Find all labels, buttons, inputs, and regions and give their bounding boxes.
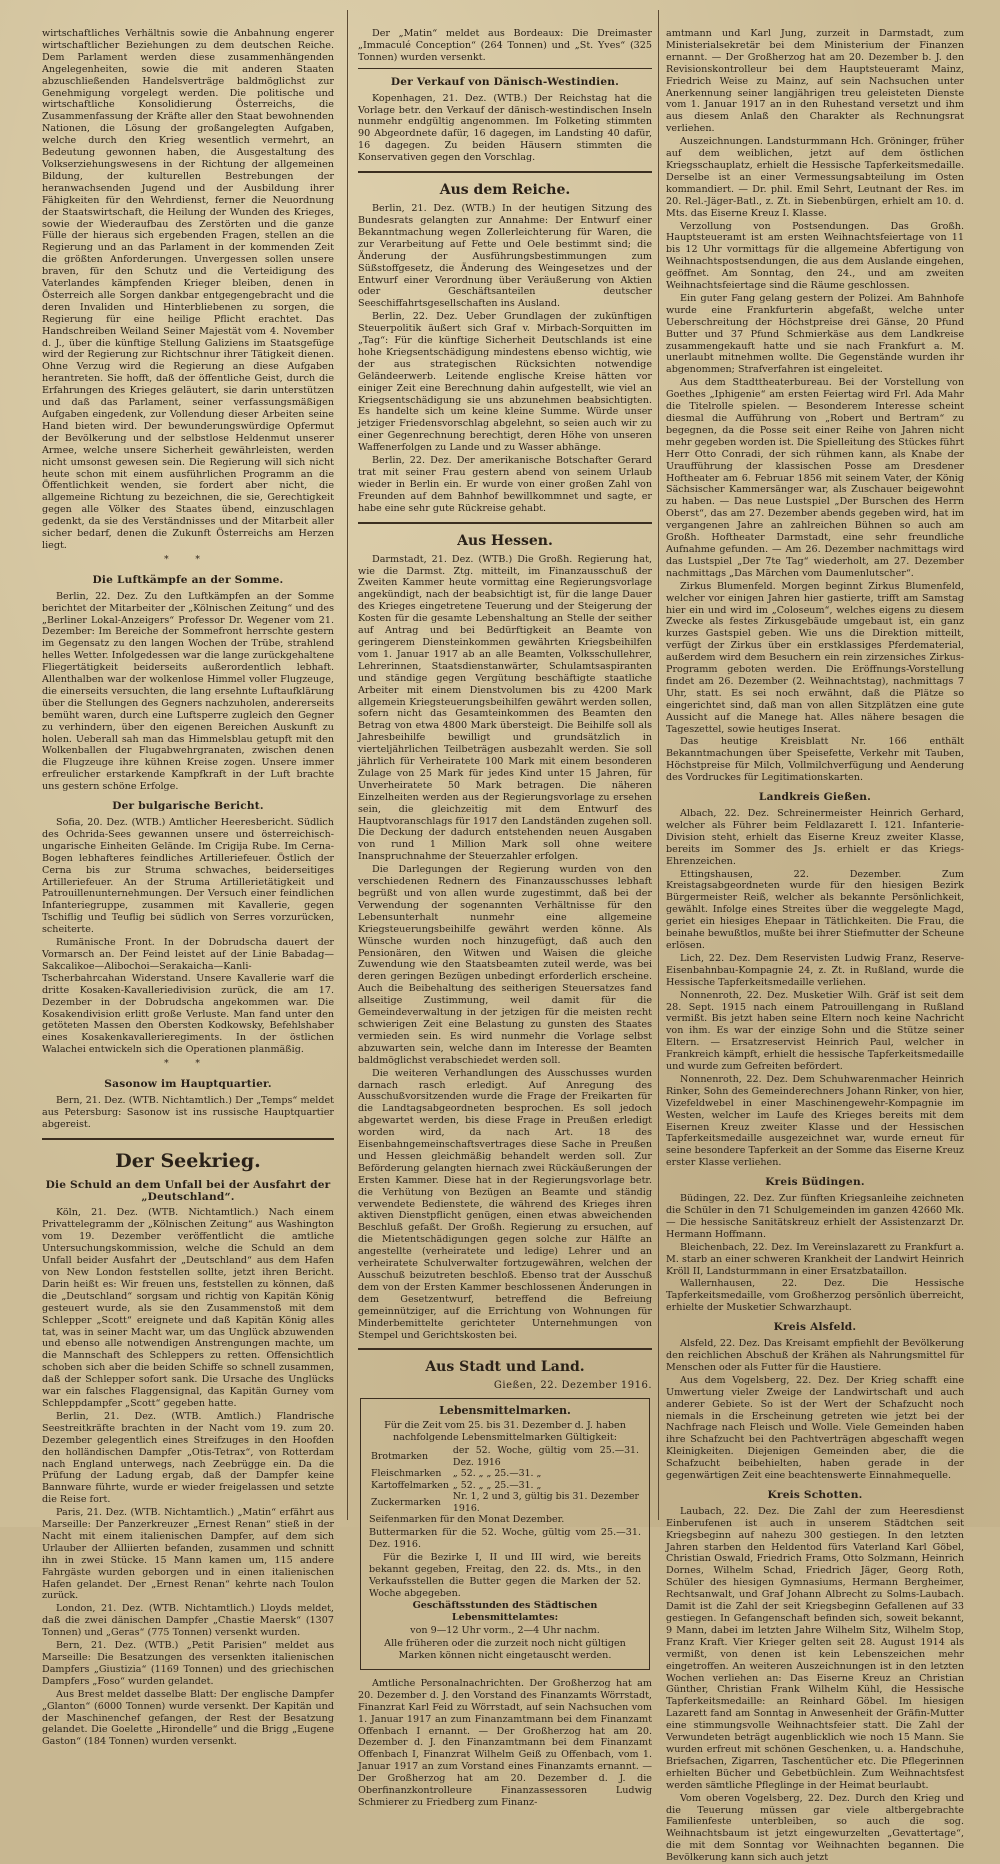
article-paragraph: Aus dem Vogelsberg, 22. Dez. Der Krieg schafft eine Umwertung vieler Zweige der Landwirtschaft und auch anderer Gebiete. So ist der Wert der Schafzucht noch niemals in die Erscheinung getreten wie jetzt bei der Nachfrage nach Fleisch und Wolle. Viele Gemeinden haben ihre Schafzucht bei den Pachtverträgen abgeschafft wegen Kleinigkeiten. Diejenigen Gemeinden aber, die die Schafzucht beibehielten, haben gerade in der gegenwärtigen Zeit eine beachtenswerte Einnahmequelle. [666, 1374, 964, 1482]
article-paragraph: London, 21. Dez. (WTB. Nichtamtlich.) Lloyds meldet, daß die zwei dänischen Dampfer „Chastie Maersk“ (1307 Tonnen) und „Geras“ (775 Tonnen) versenkt wurden. [42, 1603, 334, 1639]
article-paragraph: Bern, 21. Dez. (WTB.) „Petit Parisien“ meldet aus Marseille: Die Besatzungen des versenkten italienischen Dampfers „Giustizia“ (1169 Tonnen) und des griechischen Dampfers „Foso“ wurden gelandet. [42, 1640, 334, 1687]
article-paragraph: Berlin, 21. Dez. (WTB.) In der heutigen Sitzung des Bundesrats gelangten zur Annahme: Der Entwurf einer Bekanntmachung wegen Zollerleichterung für Waren, die zur Verarbeitung auf Fette und Oele bestimmt sind; die Änderung der Ausführungsbestimmungen zum Süßstoffgesetz, die Änderung des Weingesetzes und der Entwurf einer Verordnung über Veräußerung von Aktien oder Geschäftsanteilen deutscher Seeschiffahrtsgesellschaften ins Ausland. [358, 203, 652, 310]
section-rule [358, 1348, 652, 1350]
article-paragraph: Alsfeld, 22. Dez. Das Kreisamt empfiehlt der Bevölkerung den reichlichen Abschuß der Krähen als Nahrungsmittel für Menschen oder als Futter für die Haustiere. [666, 1338, 964, 1373]
headline-kreis-schotten: Kreis Schotten. [767, 1488, 863, 1501]
table-cell: der 52. Woche, gültig vom 25.—31. Dez. 1916 [452, 1445, 639, 1468]
article-paragraph: Lich, 22. Dez. Dem Reservisten Ludwig Franz, Reserve-Eisenbahnbau-Kompagnie 24, z. Zt. in Rußland, wurde die Hessische Tapferkeitsmedaille verliehen. [666, 952, 964, 988]
notice-note: Alle früheren oder die zurzeit noch nicht gültigen Marken können nicht eingetauscht werden. [384, 1638, 626, 1662]
section-title-stadt-land: Aus Stadt und Land. [425, 1359, 585, 1376]
article-paragraph: amtmann und Karl Jung, zurzeit in Darmstadt, zum Ministerialsekretär bei dem Ministerium der Finanzen ernannt. — Der Großherzog hat am 20. Dezember b. J. den Revisionskontrolleur bei dem Hauptsteueramt Mainz, Friedrich Weise zu Mainz, auf sein Nachsuchen unter Anerkennung seiner langjährigen treu geleisteten Dienste vom 1. Januar 1917 an in den Ruhestand versetzt und ihm aus diesem Anlaß den Charakter als Rechnungsrat verliehen. [666, 28, 964, 135]
article-paragraph: Kopenhagen, 21. Dez. (WTB.) Der Reichstag hat die Vorlage betr. den Verkauf der dänisch-westindischen Inseln nunmehr endgültig angenommen. Im Folketing stimmten 90 Abgeordnete dafür, 16 dagegen, im Landsting 40 dafür, 16 dagegen. Zu beiden Häusern stimmten die Konservativen gegen den Vorschlag. [358, 92, 652, 164]
notice-line: Buttermarken für die 52. Woche, gültig vom 25.—31. Dez. 1916. [369, 1526, 641, 1550]
article-paragraph: Ein guter Fang gelang gestern der Polizei. Am Bahnhofe wurde eine Frankfurterin abgefaßt, welche unter Ueberschreitung der Höchstpreise drei Gänse, 20 Pfund Butter und 37 Pfund Schmierkäse aus dem Landkreise zusammengekauft hatte und sie nach Frankfurt a. M. unerlaubt mitnehmen wollte. Die Gegenstände wurden ihr abgenommen; Strafverfahren ist eingeleitet. [666, 292, 964, 376]
article-paragraph: Ettingshausen, 22. Dezember. Zum Kreistagsabgeordneten wurde für den hiesigen Bezirk Bürgermeister Reiß, welcher als bekannte Persönlichkeit, gewählt. Infolge eines Streites über die weggelegte Magd, geriet ein hiesiges Ehepaar in Tätlichkeiten. Die Frau, die beinahe bewußtlos, mußte bei ihrer Stiefmutter der Scheune erlösen. [666, 868, 964, 951]
article-paragraph: Das heutige Kreisblatt Nr. 166 enthält Bekanntmachungen über Speisefette, Verkehr mit Tauben, Höchstpreise für Milch, Vollmilchverfügung und Aenderung des Vordruckes für Legitimationskarten. [666, 736, 964, 784]
section-rule [358, 522, 652, 524]
section-title-hessen: Aus Hessen. [457, 532, 553, 549]
section-rule [358, 68, 652, 69]
headline-luftkaempfe: Die Luftkämpfe an der Somme. [92, 573, 284, 586]
marken-table [369, 1445, 641, 1514]
article-paragraph: wirtschaftliches Verhältnis sowie die Anbahnung engerer wirtschaftlicher Beziehungen zu dem deutschen Reiche. Dem Parlament werden diese zusammenhängenden Angelegenheiten, sowie die mit anderen Staaten abzuschließenden Handelsverträge baldmöglichst zur Genehmigung vorgelegt werden. Die politische und wirtschaftliche Konsolidierung Österreichs, die Zusammenfassung der Kräfte aller den Staat bewohnenden Nationen, die Lösung der großangelegten Aufgaben, welche durch den Krieg wesentlich vermehrt, an Bedeutung gewonnen haben, die Ausgestaltung des Volkserziehungswesens in der Richtung der allgemeinen Bildung, der kulturellen Bestrebungen der heranwachsenden Jugend und der Ausbildung ihrer Fähigkeiten für den Wehrdienst, ferner die Neuordnung der Staatswirtschaft, die Heilung der Wunden des Krieges, sowie der Wiederaufbau des Zerstörten und die ganze Fülle der hieraus sich ergebenden Fragen, stellen an die Regierung und an das Parlament in der kommenden Zeit die größten Anforderungen. Unvergessen sollen unsere braven, für den Schutz und die Verteidigung des Vaterlandes kämpfenden Krieger bleiben, denen in Österreich alle Sorgen dankbar entgegengebracht und die deren Invaliden und Hinterbliebenen zu sorgen, die Regierung für eine heilige Pflicht erachtet. Das Handschreiben Weiland Seiner Majestät vom 4. November d. J., über die künftige Stellung Galiziens im Staatsgefüge wird der Regierung zur Richtschnur ihrer Tätigkeit dienen. Ohne Verzug wird die Regierung an diese Aufgaben herantreten. Sie hofft, daß der öffentliche Geist, durch die Erfahrungen des Krieges geläutert, sie darin unterstützen und daß das Parlament, seiner verfassungsmäßigen Aufgaben eingedenk, zur Vollendung dieser Arbeiten seine Hand bieten wird. Der bewunderungswürdige Opfermut der Bevölkerung und der selbstlose Heldenmut unserer Armee, welche unsere Sicherheit gewährleisten, werden nicht umsonst gewesen sein. Die Regierung will sich nicht heute schon mit einem ausführlichen Programm an die Öffentlichkeit wenden, sie fordert aber nicht, die allgemeine Richtung zu bezeichnen, die sie, Gerechtigkeit gegen alle Völker des Staates übend, einzuschlagen gedenkt, da sie des Verständnisses und der Mitarbeit aller sicher bedarf, denen die Zukunft Österreichs am Herzen liegt. [42, 28, 334, 551]
table-cell: Brotmarken [371, 1450, 429, 1462]
table-row [369, 1445, 641, 1468]
headline-schuld-deutschland: Die Schuld an dem Unfall bei der Ausfahrt der „Deutschland“. [45, 1178, 331, 1203]
notice-box-lebensmittelmarken [360, 1398, 650, 1670]
section-title-reich: Aus dem Reiche. [439, 182, 571, 199]
article-paragraph: Zirkus Blumenfeld. Morgen beginnt Zirkus Blumenfeld, welcher vor einigen Jahren hier gastierte, trifft am Samstag hier ein und wird im „Coloseum“, welches eigens zu diesem Zwecke als festes Zirkusgebäude umgebaut ist, ein ganz kurzes Gastspiel geben. Wie uns die Direktion mitteilt, verfügt der Zirkus über ein erstklassiges Pferdematerial, außerdem wird dem Besuchern ein rein zirzensiches Zirkus-Programm geboten werden. Die Eröffnungs-Vorstellung findet am 26. Dezember (2. Weihnachtstag), nachmittags 7 Uhr, statt. Es sei noch erwähnt, daß die Plätze so eingerichtet sind, daß man von allen Sitzplätzen eine gute Aussicht auf die Manege hat. Alles nähere besagen die Tageszettel, sowie heutiges Inserat. [666, 580, 964, 735]
article-paragraph: Aus dem Stadttheaterbureau. Bei der Vorstellung von Goethes „Iphigenie“ am ersten Feiertag wird Frl. Ada Mahr die Titelrolle spielen. — Besonderem Interesse scheint diesmal die Aufführung von „Robert und Bertram“ zu begegnen, da die Posse seit einer Reihe von Jahren nicht mehr gegeben worden ist. Die Spielleitung des Stückes führt Herr Otto Conradi, der sich rühmen kann, als Knabe der Uraufführung der klassischen Posse am Dresdener Hoftheater am 6. Februar 1856 mit seinem Vater, der König Sächsischer Kammersänger war, als Zuschauer beigewohnt zu haben. — Das neue Lustspiel „Der Burschen des Herrn Oberst“, das am 27. Dezember abends gegeben wird, hat im vergangenen Jahre an zahlreichen Bühnen so auch am Großh. Hoftheater Darmstadt, eine sehr freundliche Aufnahme gefunden. — Am 26. Dezember nachmittags wird das Lustspiel „Der 7te Tag“ wiederholt, am 27. Dezember nachmittags „Das Märchen vom Daumenlutscher“. [666, 377, 964, 579]
article-paragraph: Die weiteren Verhandlungen des Ausschusses wurden darnach rasch erledigt. Auf Anregung des Ausschußvorsitzenden wurde die Frage der Freikarten für die Landtagsabgeordneten besprochen. Es soll jedoch abgewartet werden, bis diese Frage in Preußen erledigt worden wird, da nach Art. 18 des Eisenbahngemeinschaftsvertrages diese Sache in Preußen und Hessen gleichmäßig behandelt werden soll. Zur Beförderung gelangten hiernach zwei Rückäußerungen der Ersten Kammer. Diese hat in der Regierungsvorlage betr. die Verhütung von Bezügen an Beamte und ständig verwendete Bedienstete, die während des Krieges ihren aktiven Dienstpflicht genügen, einen etwas abweichenden Beschluß gefaßt. Der Großh. Regierung zu ersuchen, auf die Mietentschädigungen gegen solche zur Hälfte an angestellte (verheiratete und ledige) Lehrer und an verheiratete Schulverwalter fortzugewähren, welchen der Ausschuß beizutreten beschloß. Ebenso trat der Ausschuß dem von der Ersten Kammer beschlossenen Änderungen in dem Gesetzentwurf, betreffend die Befreiung gemeinnütziger, auf die Errichtung von Wohnungen für Minderbemittelte gerichteter Unternehmungen von Stempel und Gerichtskosten bei. [358, 1067, 652, 1341]
article-paragraph: Sofia, 20. Dez. (WTB.) Amtlicher Heeresbericht. Südlich des Ochrida-Sees gewannen unsere und österreichisch-ungarische Einheiten Gelände. Im Crigija Rube. Im Cerna-Bogen lebhafteres feindliches Artilleriefeuer. Östlich der Cerna bis zur Struma schwaches, beiderseitiges Artilleriefeuer. An der Struma Artillerietätigkeit und Patrouillenunternehmungen. Der Versuch einer feindlichen Infanteriegruppe, zusammen mit Kavallerie, gegen Tschiflig und Teuflig bei südlich von Serres vorzurücken, scheiterte. [42, 817, 334, 936]
headline-kreis-buedingen: Kreis Büdingen. [765, 1176, 865, 1189]
article-paragraph: Berlin, 22. Dez. Ueber Grundlagen der zukünftigen Steuerpolitik äußert sich Graf v. Mirbach-Sorquitten im „Tag“: Für die künftige Sicherheit Deutschlands ist eine hohe Kriegsentschädigung mindestens ebenso wichtig, wie der aus strategischen Rücksichten notwendige Geländeerwerb. Leitende englische Kreise hätten vor einiger Zeit eine Berechnung dahin aufgestellt, wie viel an Kriegsentschädigung sie uns abzunehmen beabsichtigten. Es handelte sich um keine kleine Summe. Würde unser jetziger Friedensvorschlag abgelehnt, so seien auch wir zu einer Gegenrechnung berechtigt, deren Höhe von unseren Waffenerfolgen zu Lande und zu Wasser abhänge. [358, 311, 652, 454]
section-divider: * * [164, 554, 212, 565]
article-paragraph: Amtliche Personalnachrichten. Der Großherzog hat am 20. Dezember d. J. den Vorstand des Finanzamts Wörrstadt, Finanzrat Karl Feid zu Wörrstadt, auf sein Nachsuchen vom 1. Januar 1917 an zum Finanzamtmann bei dem Finanzamt Offenbach I ernannt. — Der Großherzog hat am 20. Dezember d. J. den Finanzamtmann bei dem Finanzamt Offenbach I, Finanzrat Wilhelm Geiß zu Offenbach, vom 1. Januar 1917 an zum Vorstand eines Finanzamts ernannt. — Der Großherzog hat am 20. Dezember d. J. die Oberfinanzkontrolleure Finanzassessoren Ludwig Schmierer zu Friedberg zum Finanz- [358, 1677, 652, 1808]
table-cell: Kartoffelmarken [371, 1479, 449, 1491]
article-paragraph: Paris, 21. Dez. (WTB. Nichtamtlich.) „Matin“ erfährt aus Marseille: Der Panzerkreuzer „Ernest Renan“ stieß in der Nacht mit einem italienischen Dampfer, auf dem sich Urlauber der Alliierten befanden, zusammen und schnitt ihn in zwei Stücke. 15 Mann kamen um, 115 andere Fahrgäste wurden geborgen und in einen italienischen Hafen gelandet. Der „Ernest Renan“ kehrte nach Toulon zurück. [42, 1507, 334, 1602]
column-rule [658, 10, 659, 1520]
notice-hours: von 9—12 Uhr vorm., 2—4 Uhr nachm. [410, 1625, 600, 1637]
article-paragraph: Berlin, 22. Dez. Der amerikanische Botschafter Gerard trat mit seiner Frau gestern abend von seinem Urlaub wieder in Berlin ein. Er wurde von einer großen Zahl von Freunden auf dem Bahnhof bewillkommnet und sagte, er habe eine sehr gute Rückreise gehabt. [358, 455, 652, 514]
table-row [369, 1491, 641, 1514]
dateline: Gießen, 22. Dezember 1916. [493, 1380, 652, 1392]
column-middle [358, 28, 652, 1808]
column-left [42, 28, 334, 1748]
table-cell: „ 52. „ „ 25.—31. „ [452, 1468, 542, 1480]
column-rule [347, 10, 348, 1520]
table-row [369, 1468, 641, 1480]
article-paragraph: Verzollung von Postsendungen. Das Großh. Hauptsteueramt ist am ersten Weihnachtsfeiertage von 11 bis 12 Uhr vormittags für die allgemeine Abfertigung von Weihnachtspostsendungen, die aus dem Auslande eingehen, geöffnet. Am Sonntag, den 24., und am zweiten Weihnachtsfeiertage sind die Räume geschlossen. [666, 220, 964, 292]
headline-kreis-alsfeld: Kreis Alsfeld. [773, 1321, 857, 1334]
section-title-seekrieg: Der Seekrieg. [115, 1149, 261, 1172]
column-right [666, 28, 964, 1864]
table-cell: Zuckermarken [371, 1496, 441, 1508]
article-paragraph: Wallernhausen, 22. Dez. Die Hessische Tapferkeitsmedaille, vom Großherzog persönlich überreicht, erhielte der Musketier Schwarzhaupt. [666, 1278, 964, 1314]
article-paragraph: Berlin, 22. Dez. Zu den Luftkämpfen an der Somme berichtet der Mitarbeiter der „Kölnischen Zeitung“ und des „Berliner Lokal-Anzeigers“ Professor Dr. Wegener vom 21. Dezember: Im Bereiche der Sommefront herrschte gestern im Gegensatz zu den langen Wochen der Trübe, strahlend helles Wetter. Infolgedessen war die lange zurückgehaltene Fliegertätigkeit beiderseits außerordentlich lebhaft. Allenthalben war der wolkenlose Himmel voller Flugzeuge, die einerseits versuchten, die lang ersehnte Luftaufklärung über die Stellungen des Gegners nachzuholen, andererseits bemüht waren, durch eine Luftsperre zugleich den Gegner zu verhindern, über den eigenen Bereichen Auskunft zu holen. Ueberall sah man das Himmelsblau getupft mit den Wolkenballen der Flugabwehrgranaten, zwischen denen die Flugzeuge ihre kühnen Kreise zogen. Unsere immer erfreulicher erstarkende Kampfkraft in der Luft brachte uns gestern schöne Erfolge. [42, 590, 334, 793]
headline-landkreis-giessen: Landkreis Gießen. [758, 791, 872, 804]
notice-line: Seifenmarken für den Monat Dezember. [369, 1514, 565, 1526]
table-cell: „ 52. „ „ 25.—31. „ [452, 1479, 542, 1491]
headline-sasonow: Sasonow im Hauptquartier. [104, 1078, 272, 1091]
article-paragraph: Nonnenroth, 22. Dez. Musketier Wilh. Gräf ist seit dem 28. Sept. 1915 nach einem Patrouillengang in Rußland vermißt. Bis jetzt haben seine Eltern noch keine Nachricht von ihm. Es war der einzige Sohn und die Stütze seiner Eltern. — Ersatzreservist Heinrich Paul, welcher in Frankreich kämpft, erhielt die hessische Tapferkeitsmedaille und wurde zum Gefreiten befördert. [666, 989, 964, 1073]
article-paragraph: Albach, 22. Dez. Schreinermeister Heinrich Gerhard, welcher als Führer beim Feldlazarett I. 121. Infanterie-Division steht, erhielt das Eiserne Kreuz zweiter Klasse, bereits im Sommer des Js. erhielt er das Kriegs-Ehrenzeichen. [666, 808, 964, 867]
section-rule [358, 171, 652, 173]
article-paragraph: Aus Brest meldet dasselbe Blatt: Der englische Dampfer „Glanton“ (6000 Tonnen) wurde versenkt. Der Kapitän und der Maschinenchef gefangen, der Rest der Besatzung gelandet. Die Goelette „Hirondelle“ und die Brigg „Eugene Gaston“ (184 Tonnen) wurden versenkt. [42, 1688, 334, 1748]
article-paragraph: Berlin, 21. Dez. (WTB. Amtlich.) Flandrische Seestreitkräfte brachten in der Nacht vom 19. zum 20. Dezember gelegentlich eines Streifzuges in den Hoofden den holländischen Dampfer „Otis-Tetrax“, von Rotterdam nach England unterwegs, nach Zeebrügge ein. Da die Prüfung der Ladung ergab, daß der Dampfer keine Bannware führte, wurde er wieder freigelassen und setzte die Reise fort. [42, 1410, 334, 1506]
article-paragraph: Rumänische Front. In der Dobrudscha dauert der Vormarsch an. Der Feind leistet auf der Linie Babadag—Sakcalikoe—Alibochoi—Serakaicha—Kanli-Tscherbahrcahan Widerstand. Unsere Kavallerie warf die dritte Kosaken-Kavalleriedivision zurück, die am 17. Dezember in der Dobrudscha angekommen war. Die Kosakendivision erlitt große Verluste. Man fand unter den getöteten Massen den Obersten Kodkowsky, Befehlshaber eines Kosakenkavallerieregiments. In der östlichen Walachei entwickeln sich die Operationen planmäßig. [42, 937, 334, 1056]
section-divider: * * [164, 1059, 212, 1070]
table-row [369, 1480, 641, 1492]
notice-intro: Für die Zeit vom 25. bis 31. Dezember d. J. haben nachfolgende Lebensmittelmarken Gültigkeit: [384, 1420, 626, 1444]
article-paragraph: Auszeichnungen. Landsturmmann Hch. Gröninger, früher auf dem weiblichen, jetzt auf dem östlichen Kriegsschauplatz, erhielt die Hessische Tapferkeitsmedaille. Derselbe ist an einer Vermessungsabteilung im Osten kommandiert. — Dr. phil. Emil Sehrt, Leutnant der Res. im 20. Rel.-Jäger-Batl., z. Zt. in Siebenbürgen, erhielt am 10. d. Mts. das Eiserne Kreuz I. Klasse. [666, 136, 964, 219]
notice-hours-title: Geschäftsstunden des Städtischen Lebensmittelamtes: [412, 1600, 598, 1624]
article-paragraph: Die Darlegungen der Regierung wurden von den verschiedenen Rednern des Finanzausschusses lebhaft begrüßt und von allen wurde zugestimmt, daß bei der Verwendung der sogenannten Verhältnisse für den Lebensunterhalt nunmehr eine allgemeine Kriegsteuerungsbeihilfe gewährt werden könne. Als Wünsche wurden noch hinzugefügt, daß auch den Pensionären, den Witwen und Waisen die gleiche Zuwendung wie den Staatsbeamten zuteil werde, was bei deren geringen Bezügen unbedingt erforderlich erscheine. Auch die Beibehaltung des seitherigen Steuersatzes fand allseitige Zustimmung, weil damit für die Gemeindeverwaltung in der jetzigen für die meisten recht schwierigen Zeit eine Belastung zu gunsten des Staates vermieden sein. Es wird nunmehr die Vorlage selbst abzuwarten sein, welche dann im Interesse der Beamten baldmöglichst verabschiedet werden soll. [358, 864, 652, 1066]
notice-title: Lebensmittelmarken. [439, 1404, 571, 1418]
article-paragraph: Darmstadt, 21. Dez. (WTB.) Die Großh. Regierung hat, wie die Darmst. Ztg. mitteilt, im Finanzausschuß der Zweiten Kammer heute vormittag eine Regierungsvorlage angekündigt, nach der beabsichtigt ist, für die lange Dauer des Krieges eingetretene Teuerung und der Steigerung der Kosten für die gesamte Lebenshaltung an Stelle der seither auf Antrag und bei Bedürftigkeit an Beamte von geringerem Diensteinkommen gewährten Kriegsbeihilfen vom 1. Januar 1917 ab an alle Beamten, Volksschullehrer, Lehrerinnen, Staatsdienstanwärter, Schulamtsaspiranten und ständige gegen Vergütung beschäftigte staatliche Arbeiter mit einem Dienstvolumen bis zu 4200 Mark allgemein Kriegsteuerungsbeihilfen gewährt werden sollen, sofern nicht das Gesamteinkommen des Beamten den Betrag von etwa 4800 Mark übersteigt. Die Beihilfe soll als Jahresbeihilfe bewilligt und grundsätzlich in vierteljährlichen Teilbeträgen ausbezahlt werden. Sie soll jährlich für Verheiratete 100 Mark mit einem besonderen Zulage von 25 Mark für jedes Kind unter 15 Jahren, für Unverheiratete 50 Mark betragen. Die näheren Einzelheiten werden aus der Regierungsvorlage zu ersehen sein, die gleichzeitig mit dem Entwurf des Hauptvoranschlags für 1917 den Landständen zugehen soll. Die Deckung der dadurch entstehenden neuen Ausgaben von rund 1 Million Mark soll ohne weitere Inanspruchnahme der Steuerzahler erfolgen. [358, 553, 652, 863]
table-cell: Nr. 1, 2 und 3, gültig bis 31. Dezember 1916. [452, 1491, 639, 1514]
article-paragraph: Köln, 21. Dez. (WTB. Nichtamtlich.) Nach einem Privattelegramm der „Kölnischen Zeitung“ aus Washington vom 19. Dezember veröffentlicht die amtliche Untersuchungskommission, welche die Schuld an dem Unfall beider Ausfahrt der „Deutschland“ aus dem Hafen von New London feststellen sollte, jetzt ihren Bericht. Darin heißt es: Wir freuen uns, feststellen zu können, daß die „Deutschland“ sorgsam und richtig von Kapitän König gesteuert wurde, als sie den Zusammenstoß mit dem Schlepper „Scott“ ereignete und daß Kapitän König alles tat, was in seiner Macht war, um das Unglück abzuwenden und ebenso alle notwendigen Anstrengungen machte, um die Mannschaft des Schleppers zu retten. Offensichtlich schoben sich aber die beiden Schiffe so schnell zusammen, daß der Schlepper sofort sank. Die Ursache des Unglücks war ein falsches Flaggensignal, das Kapitän Gurney vom Schleppdampfer „Scott“ gegeben hatte. [42, 1207, 334, 1409]
headline-bulgarischer-bericht: Der bulgarische Bericht. [112, 800, 264, 813]
article-paragraph: Büdingen, 22. Dez. Zur fünften Kriegsanleihe zeichneten die Schüler in den 71 Schulgemeinden im ganzen 42660 Mk. — Die hessische Sanitätskreuz erhielt der Assistenzarzt Dr. Hermann Hoffmann. [666, 1193, 964, 1240]
article-paragraph: Der „Matin“ meldet aus Bordeaux: Die Dreimaster „Immaculé Conception“ (264 Tonnen) und „St. Yves“ (325 Tonnen) wurden versenkt. [358, 28, 652, 63]
notice-line: Für die Bezirke I, II und III wird, wie bereits bekannt gegeben, Freitag, den 22. ds. Mts., in den Verkaufsstellen die Butter gegen die Marken der 52. Woche abgegeben. [369, 1551, 641, 1599]
headline-verkauf-westindien: Der Verkauf von Dänisch-Westindien. [390, 75, 620, 88]
article-paragraph: Bleichenbach, 22. Dez. Im Vereinslazarett zu Frankfurt a. M. starb an einer schweren Krankheit der Landwirt Heinrich Kröll II, Landsturmmann in einer Ersatzbataillon. [666, 1241, 964, 1277]
article-paragraph: Bern, 21. Dez. (WTB. Nichtamtlich.) Der „Temps“ meldet aus Petersburg: Sasonow ist ins russische Hauptquartier abgereist. [42, 1094, 334, 1130]
section-rule [42, 1138, 334, 1140]
article-paragraph: Nonnenroth, 22. Dez. Dem Schuhwarenmacher Heinrich Rinker, Sohn des Gemeinderechners Johann Rinker, von hier, Vizefeldwebel in einer Maschinengewehr-Kompagnie im Westen, welcher im Laufe des Krieges bereits mit dem Eisernen Kreuz zweiter Klasse und der Hessischen Tapferkeitsmedaille ausgezeichnet war, wurde erneut für seine besondere Tapferkeit an der Somme das Eiserne Kreuz erster Klasse verliehen. [666, 1073, 964, 1169]
article-paragraph: Vom oberen Vogelsberg, 22. Dez. Durch den Krieg und die Teuerung müssen gar viele altbergebrachte Familienfeste unterbleiben, so auch die sog. Weihnachtsbaum ist jetzt eingewurzelten „Gevattertage“, die mit dem Sonntag vor Weihnachten begannen. Die Bevölkerung kann sich auch jetzt [666, 1792, 964, 1864]
table-cell: Fleischmarken [371, 1468, 442, 1480]
article-paragraph: Laubach, 22. Dez. Die Zahl der zum Heeresdienst Einberufenen ist auch in unserem Städtchen seit Kriegsbeginn auf nahezu 300 gestiegen. In den letzten Jahren starben den Heldentod fürs Vaterland Karl Göbel, Christian Oswald, Friedrich Frams, Otto Solzmann, Heinrich Dornes, Wilhelm Schad, Friedrich Jäger, Georg Roth, Schüler des hiesigen Gymnasiums, Hermann Bergheimer, Rechtsanwalt, und Graf Johann Albrecht zu Solms-Laubach. Damit ist die Zahl der seit Kriegsbeginn Gefallenen auf 33 gestiegen. In Gefangenschaft befinden sich, soweit bekannt, 9 Mann, dabei im letzten Jahre Wilhelm Sitz, Wilhelm Stop, Franz Kraft. Vier Krieger gelten seit 28. August 1914 als vermißt, von denen ist kein Lebenszeichen mehr eingetroffen. An weiteren Auszeichnungen ist in den letzten Wochen verliehen an: Das Eiserne Kreuz an Christian Günther, Christian Frank Wilhelm Kühl, die Hessische Tapferkeitsmedaille: an Reinhard Göbel. Im hiesigen Lazarett fand am Sonntag in Anwesenheit der Gräfin-Mutter eine stimmungsvolle Weihnachtsfeier statt. Die Zahl der Verwundeten beträgt augenblicklich wie noch 15 Mann. Sie wurden erfreut mit schönen Geschenken, u. a. Handschuhe, Briefsachen, Zigarren, Taschentücher etc. Die Pflegerinnen erhielten Bücher und Gebetbüchlein. Zum Weihnachtsfest werden sämtliche Pfleglinge in der Heimat beurlaubt. [666, 1505, 964, 1791]
